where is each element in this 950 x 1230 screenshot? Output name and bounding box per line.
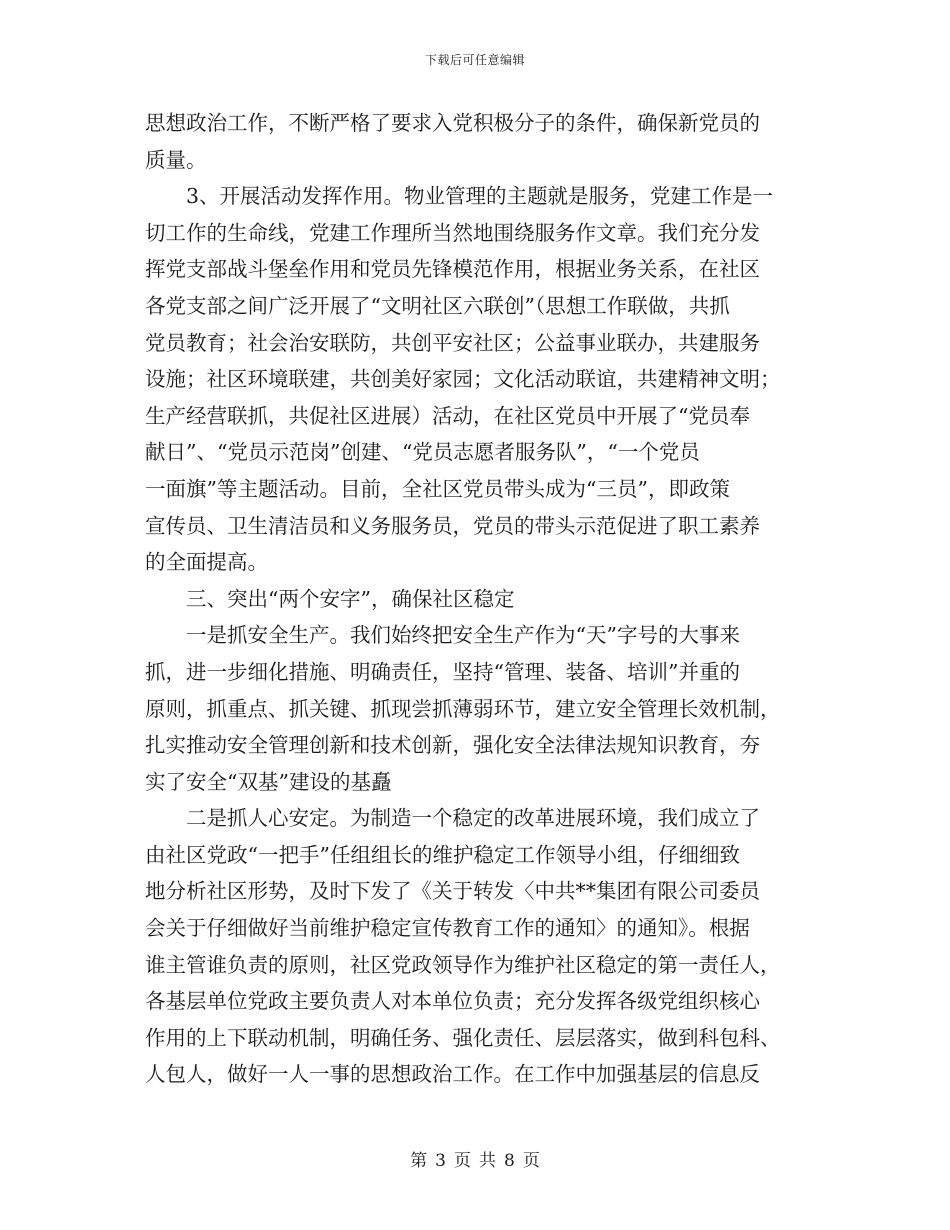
body-line: 作用的上下联动机制，明确任务、强化责任、层层落实，做到科包科、 [145,1025,781,1050]
body-line: 的全面提高。 [145,550,268,575]
page-header [0,52,950,68]
body-line: 党员教育；社会治安联防，共创平安社区；公益事业联办，共建服务 [145,330,760,355]
body-line: 3、开展活动发挥作用。物业管理的主题就是服务，党建工作是一 [186,184,774,209]
body-line: 由社区党政“一把手”任组组长的维护稳定工作领导小组，仔细细致 [145,842,740,867]
body-line: 献日”、“党员示范岗”创建、“党员志愿者服务队”，“一个党员 [145,440,700,465]
body-line: 质量。 [145,147,207,172]
footer-total-prefix: 共 [479,1151,496,1171]
body-line: 会关于仔细做好当前维护稳定宣传教育工作的通知〉的通知》。根据 [145,916,750,941]
body-line: 各基层单位党政主要负责人对本单位负责；充分发挥各级党组织核心 [145,989,760,1014]
body-line: 一是抓安全生产。我们始终把安全生产作为“天”字号的大事来 [186,623,740,648]
body-line: 实了安全“双基”建设的基矗 [145,769,392,794]
body-line: 地分析社区形势，及时下发了《关于转发〈中共**集团有限公司委员 [145,879,760,904]
footer-prefix: 第 [410,1151,428,1171]
footer-suffix: 页 [522,1151,540,1171]
body-line: 二是抓人心安定。为制造一个稳定的改革进展环境，我们成立了 [186,806,760,831]
section-heading: 三、突出“两个安字”，确保社区稳定 [186,586,515,611]
body-line: 原则，抓重点、抓关键、抓现尝抓薄弱环节，建立安全管理长效机制， [145,696,781,721]
body-line: 谁主管谁负责的原则，社区党政领导作为维护社区稳定的第一责任人， [145,952,781,977]
header-note: 下载后可任意编辑 [424,53,525,67]
body-line: 抓，进一步细化措施、明确责任，坚持“管理、装备、培训”并重的 [145,659,740,684]
footer-middle: 页 [454,1151,471,1171]
body-line: 挥党支部战斗堡垒作用和党员先锋模范作用，根据业务关系，在社区 [145,257,760,282]
body-line: 设施；社区环境联建，共创美好家园；文化活动联谊，共建精神文明； [145,367,781,392]
body-line: 扎实推动安全管理创新和技术创新，强化安全法律法规知识教育，夯 [145,733,760,758]
footer-page-current: 3 [435,1151,446,1171]
body-line: 生产经营联抓，共促社区进展）活动，在社区党员中开展了“党员奉 [145,403,750,428]
body-line: 一面旗”等主题活动。目前，全社区党员带头成为“三员”，即政策 [145,476,730,501]
page-footer [0,1150,950,1172]
body-line: 思想政治工作，不断严格了要求入党积极分子的条件，确保新党员的 [145,111,760,135]
document-body [145,105,805,1093]
body-line: 切工作的生命线，党建工作理所当然地围绕服务作文章。我们充分发 [145,220,760,245]
body-line: 宣传员、卫生清洁员和义务服务员，党员的带头示范促进了职工素养 [145,513,760,538]
body-line: 各党支部之间广泛开展了“文明社区六联创”（思想工作联做，共抓 [145,293,730,318]
footer-page-total: 8 [504,1151,515,1171]
body-line: 人包人，做好一人一事的思想政治工作。在工作中加强基层的信息反 [145,1062,760,1087]
